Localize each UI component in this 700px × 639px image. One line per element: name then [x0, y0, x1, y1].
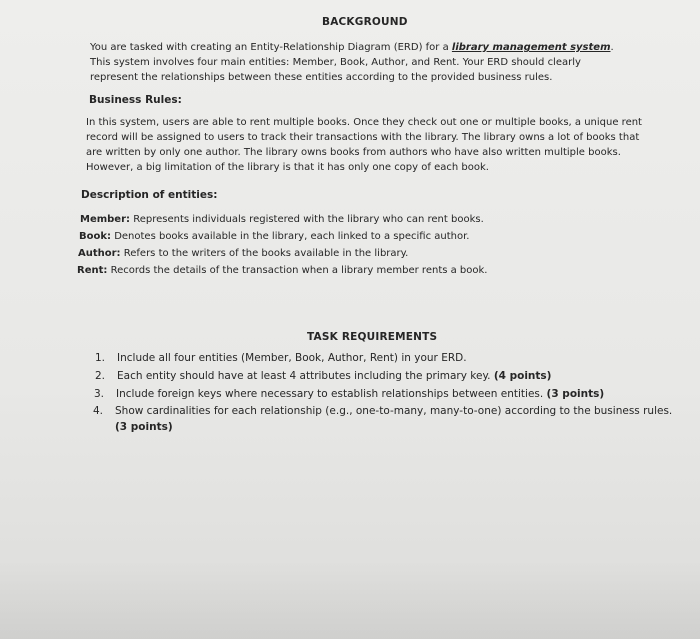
business-rules-label: Business Rules:	[89, 94, 182, 106]
task-item-number: 3.	[94, 388, 105, 400]
business-rules-text: In this system, users are able to rent multiple books. Once they check out one or multiple books, a unique rent record will be assigned to users to track their transactions with the library. The library owns a lot of books that are written by only one author. The library owns books from authors who have also written multiple books. However, a big limitation of the library is that it has only one copy of each book.	[86, 117, 642, 173]
background-heading: BACKGROUND	[322, 16, 408, 28]
task-item-number: 2.	[95, 370, 106, 382]
task-item-text: Include all four entities (Member, Book, Author, Rent) in your ERD.	[117, 352, 467, 364]
task-item-text: Show cardinalities for each relationship (e.g., one-to-many, many-to-one) according to the business rules.	[115, 405, 673, 417]
task-item-text: Include foreign keys where necessary to establish relationships between entities.	[116, 388, 547, 400]
task-item-number: 1.	[95, 352, 106, 364]
task-item-2	[95, 368, 655, 384]
task-heading: TASK REQUIREMENTS	[307, 331, 438, 343]
entity-desc: Records the details of the transaction when a library member rents a book.	[107, 265, 488, 276]
entities-label: Description of entities:	[81, 189, 218, 201]
task-item-points: (4 points)	[493, 370, 552, 382]
entity-desc: Represents individuals registered with the library who can rent books.	[130, 214, 484, 225]
task-item-points: (3 points)	[546, 388, 605, 400]
intro-text-before: You are tasked with creating an Entity-Relationship Diagram (ERD) for a	[90, 42, 452, 53]
task-item-1	[95, 350, 655, 366]
task-item-3	[94, 386, 674, 402]
entity-name: Author:	[78, 248, 121, 259]
task-item-points: (3 points)	[115, 421, 173, 433]
entity-name: Member:	[80, 214, 131, 225]
entity-name: Rent:	[77, 265, 108, 276]
entity-book	[79, 229, 469, 244]
intro-text-after: . This system involves four main entities: Member, Book, Author, and Rent. Your ERD should clearly represent the relationships between these entities according to the provided business rules.	[90, 42, 614, 83]
intro-highlight: library management system	[451, 42, 611, 53]
background-intro	[90, 40, 625, 85]
task-item-number: 4.	[93, 405, 104, 417]
entity-member	[80, 212, 484, 227]
task-item-4	[93, 403, 675, 435]
entity-desc: Refers to the writers of the books available in the library.	[120, 248, 409, 259]
entity-name: Book:	[79, 231, 112, 242]
entity-desc: Denotes books available in the library, each linked to a specific author.	[111, 231, 470, 242]
page-shadow	[0, 560, 700, 639]
task-item-text: Each entity should have at least 4 attributes including the primary key.	[117, 370, 494, 382]
entity-rent	[77, 263, 488, 278]
entity-author	[78, 246, 408, 261]
